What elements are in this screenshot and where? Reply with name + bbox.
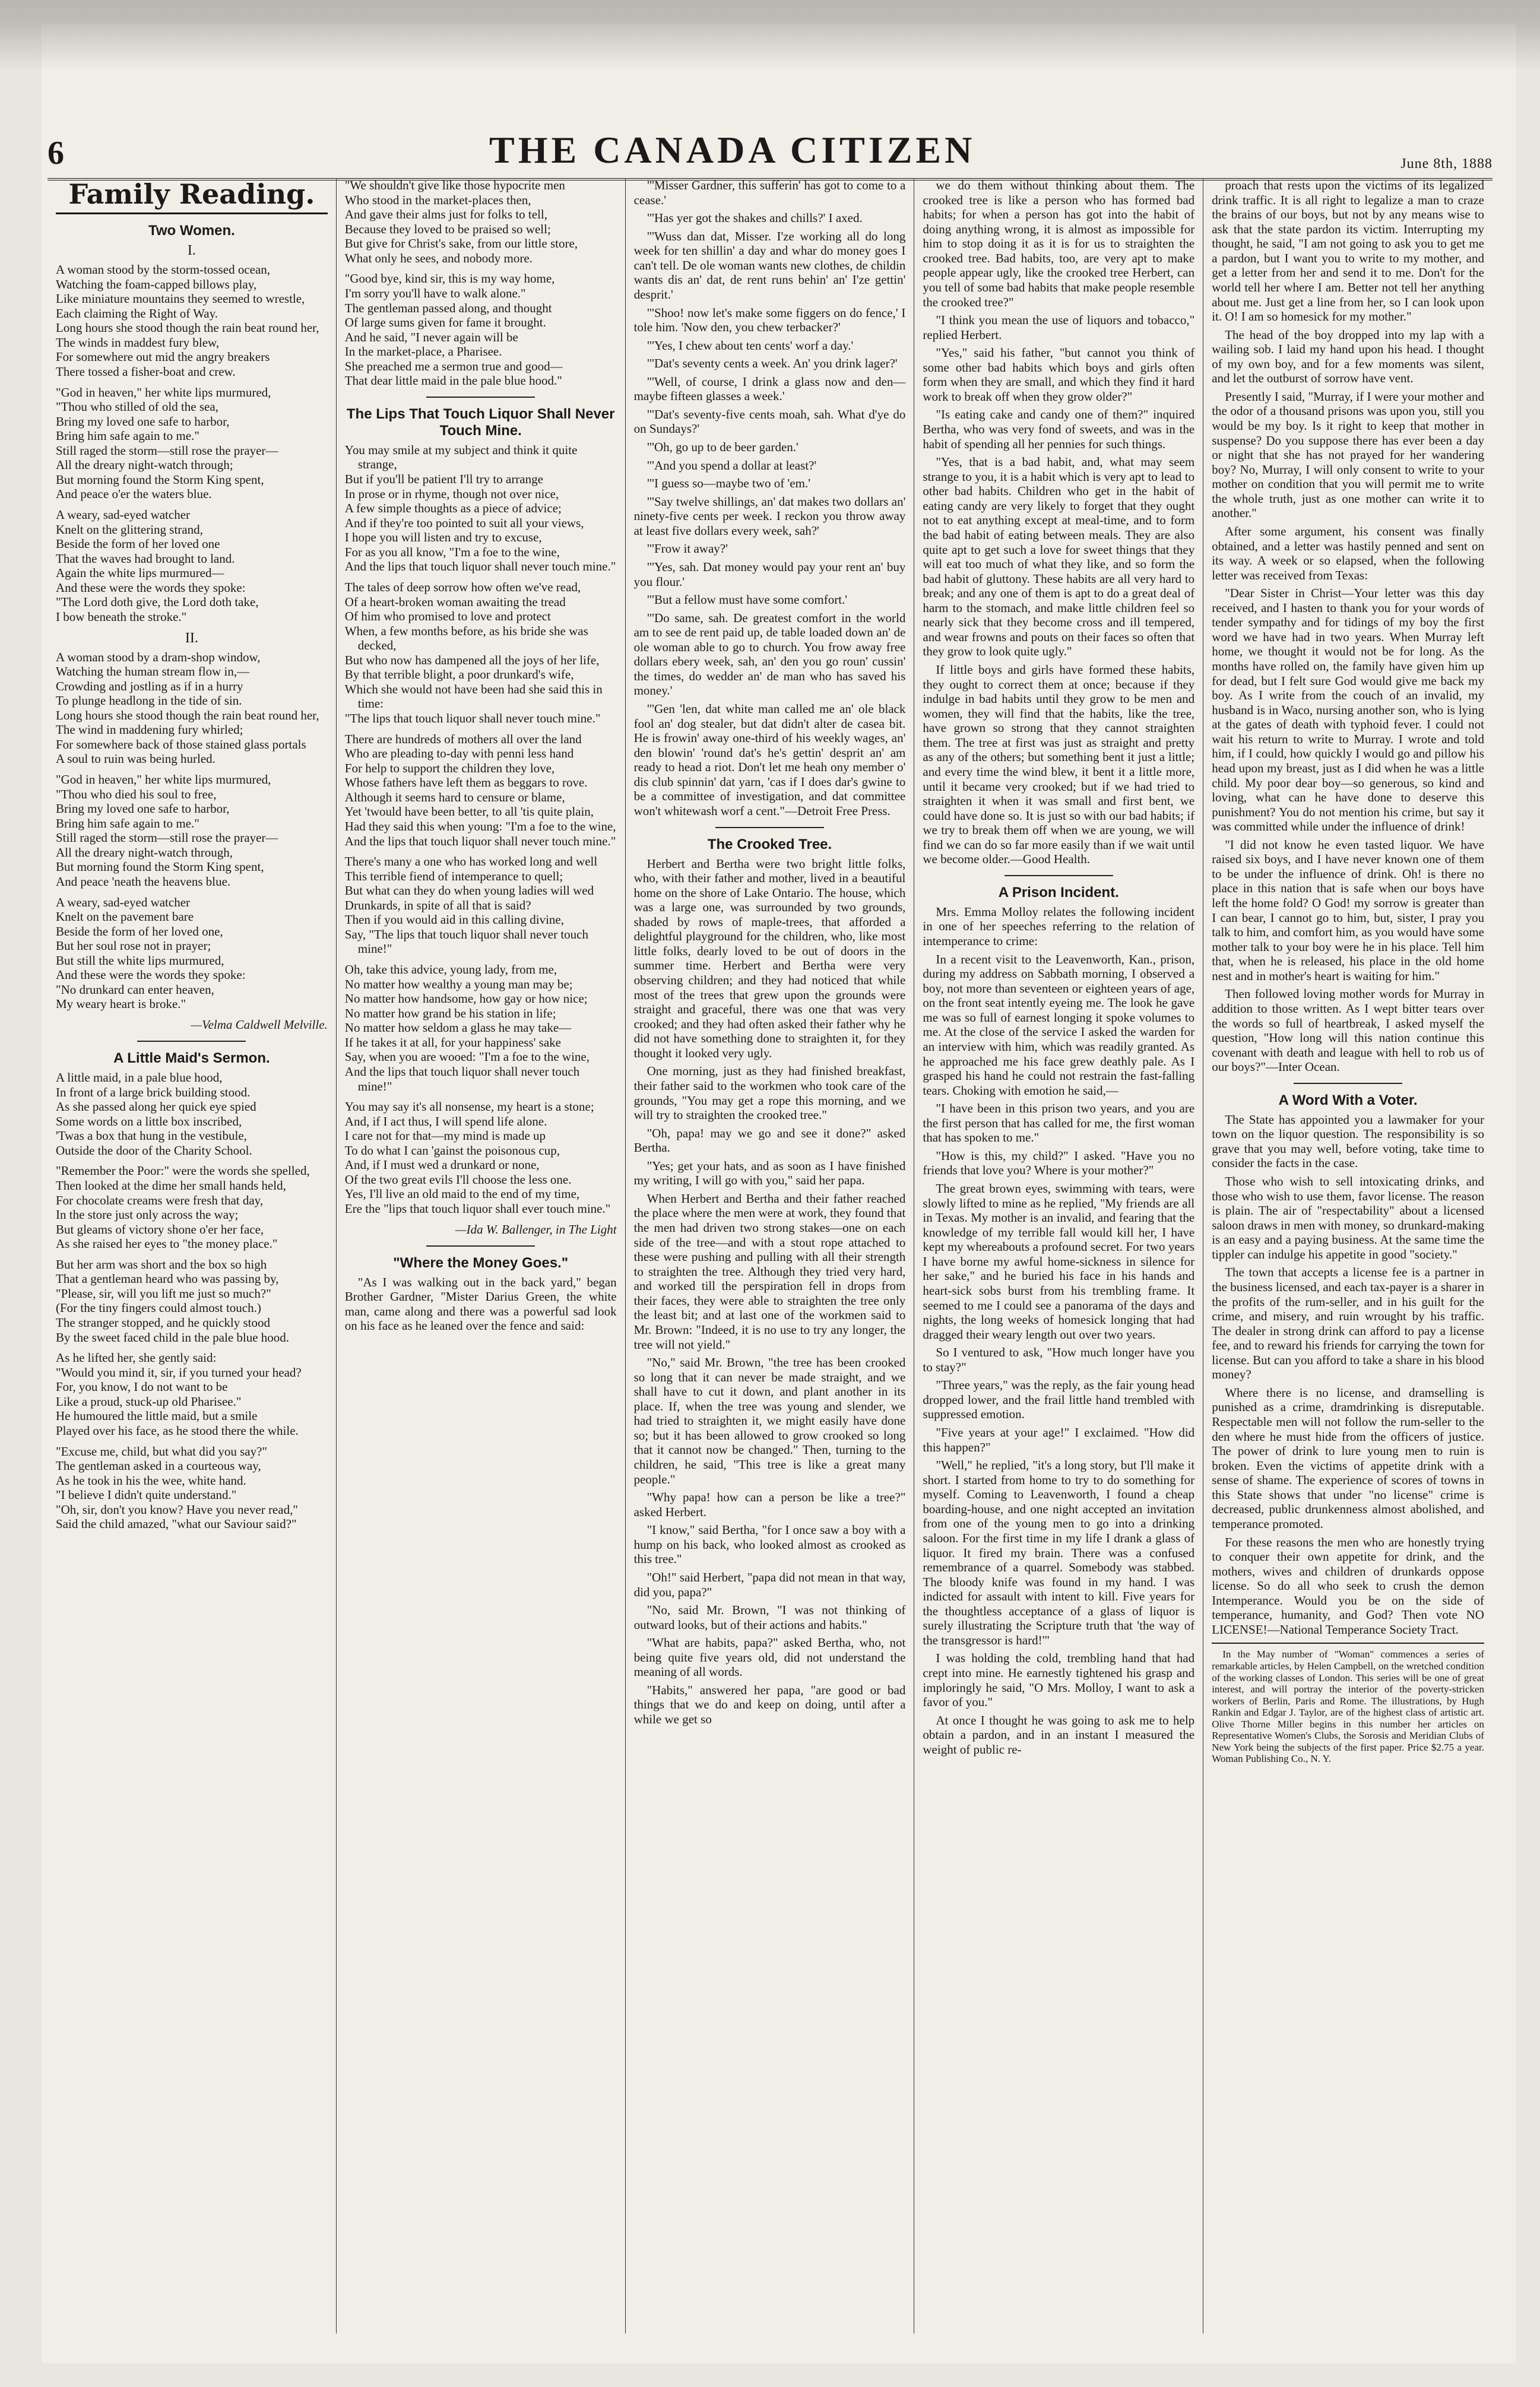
verse-line: What only he sees, and nobody more. — [344, 251, 533, 265]
verse-line: "Thou who died his soul to free, — [56, 787, 217, 801]
paragraph: Those who wish to sell intoxicating drinks, and those who wish to use them, favor license. The reason is plain. The air of "respectability" about a licensed saloon draws in men with money, so drunkard-making is an easy and a paying business. At the same time the tippler can indulge his appetite in good "society." — [1212, 1174, 1484, 1261]
verse-line: Yes, I'll live an old maid to the end of my time, — [344, 1187, 580, 1202]
paragraph: "'Dat's seventy cents a week. An' you drink lager?' — [647, 356, 898, 371]
stanza — [56, 1257, 328, 1345]
paragraph: The State has appointed you a lawmaker for your town on the liquor question. The responsibility is so grave that you may well, before voting, take time to consider the facts in the case. — [1212, 1112, 1484, 1171]
verse-line: And the lips that touch liquor shall never touch mine." — [344, 833, 616, 848]
verse-line: Beside the form of her loved one, — [56, 924, 223, 939]
verse-line: But her soul rose not in prayer; — [56, 939, 211, 953]
verse-line: For, you know, I do not want to be — [56, 1380, 228, 1394]
verse-line: Each claiming the Right of Way. — [56, 306, 218, 321]
verse-line: "Please, sir, will you lift me just so much?" — [56, 1286, 271, 1301]
publisher-notice: In the May number of "Woman" commences a series of remarkable articles, by Helen Campbell, on the wretched condition of the working classes of London. This series will be one of great interest, and will portray the interior of the poverty-stricken workers of Berlin, Paris and Rome. The illustrations, by Hugh Rankin and Edgar J. Taylor, are of the highest class of artistic art. Olive Thorne Miller begins in this number her articles on Representative Women's Clubs, the Sorosis and Meridian Clubs of New York being the subjects of the first paper. Price $2.75 a year. Woman Publishing Co., N. Y. — [1212, 1643, 1484, 1764]
stanza — [56, 650, 328, 767]
verse-line: Long hours she stood though the rain beat round her, — [56, 708, 319, 722]
paragraph: After some argument, his consent was finally obtained, and a letter was hastily penned and sent on its way. A week or so elapsed, when the following letter was received from Texas: — [1212, 524, 1484, 582]
paragraph: proach that rests upon the victims of its legalized drink traffic. It is all right to legalize a man to craze the brains of our boys, but not by any means wise to ask that the state pardon its victim. Interrupting my thought, he said, "I am not going to ask you to get me a pardon, but I want you to write to my mother, and get a letter from her and send it to me. Don't for the world tell her where I am. Better not tell her anything about me. Just get a line from her, so I can look upon it. O! I am so homesick for my mother." — [1212, 178, 1484, 324]
paragraph: "'Misser Gardner, this sufferin' has got to come to a cease.' — [633, 178, 906, 207]
paragraph: "'Say twelve shillings, an' dat makes two dollars an' ninety-five cents per week. I reckon you throw away at least five dollars every week, sah?' — [633, 494, 906, 538]
divider — [1005, 875, 1113, 876]
paragraph: "Well," he replied, "it's a long story, but I'll make it short. I started from home to try to do something for myself. Coming to Leavenworth, I found a cheap boarding-house, and one night accepted an invitation from one of the young men to go into a drinking saloon. For the first time in my life I drank a glass of liquor. It fired my brain. There was a confused remembrance of a quarrel. Somebody was stabbed. The bloody knife was found in my hand. I was indicted for assault with intent to kill. Five years for the thoughtless acceptance of a glass of liquor is surely illustrating the Scripture truth that 'the way of the transgressor is hard!'" — [923, 1458, 1195, 1647]
poem-part-two: II. — [185, 630, 198, 646]
verse-line: "Excuse me, child, but what did you say?" — [56, 1444, 267, 1459]
verse-line: Although it seems hard to censure or blame, — [344, 790, 565, 804]
verse-line: Still raged the storm—still rose the prayer— — [56, 830, 278, 845]
paragraph: "No," said Mr. Brown, "the tree has been crooked so long that it can never be made straight, and we shall have to cut it down, and plant another in its place. If, when the tree was young and slender, we had tried to straighten it, we might easily have done so; but it has been allowed to grow crooked so long that it cannot now be changed." Then, turning to the children, he said, "This tree is like a great many people." — [633, 1355, 906, 1486]
verse-line: For chocolate creams were fresh that day, — [56, 1193, 264, 1207]
verse-line: There are hundreds of mothers all over the land — [344, 731, 582, 746]
verse-line: By that terrible blight, a poor drunkard's wife, — [344, 667, 574, 682]
verse-line: All the dreary night-watch through; — [56, 458, 233, 473]
verse-line: As she passed along her quick eye spied — [56, 1099, 256, 1114]
article-title-lips: The Lips That Touch Liquor Shall Never Touch Mine. — [346, 405, 615, 439]
paragraph: "No, said Mr. Brown, "I was not thinking of outward looks, but of their actions and habits." — [633, 1603, 906, 1632]
page-number: 6 — [47, 135, 64, 172]
stanza — [56, 1444, 328, 1532]
verse-line: The winds in maddest fury blew, — [56, 335, 220, 350]
verse-line: For help to support the children they love, — [344, 760, 555, 775]
verse-line: But what can they do when young ladies will wed — [344, 883, 594, 898]
columns — [47, 178, 1493, 2334]
verse-line: Which she would not have been had she said this in time: — [344, 681, 603, 711]
poem-part-one: I. — [187, 243, 196, 258]
verse-line: Whose fathers have left them as beggars to rove. — [344, 775, 588, 790]
verse-line: "Thou who stilled of old the sea, — [56, 400, 218, 414]
paragraph: "Three years," was the reply, as the fair young head dropped lower, and the frail little hand trembled with suppressed emotion. — [923, 1378, 1195, 1422]
column-2 — [337, 178, 626, 2334]
verse-line: All the dreary night-watch through, — [56, 845, 233, 860]
paragraph: "'Yes, I chew about ten cents' worf a day.' — [647, 338, 854, 353]
verse-line: I'm sorry you'll have to walk alone." — [344, 286, 526, 300]
stanza — [345, 443, 617, 574]
column-fade — [1203, 2298, 1493, 2334]
verse-line: Ere the "lips that touch liquor shall ever touch mine." — [344, 1202, 611, 1216]
paragraph: At once I thought he was going to ask me to help obtain a pardon, and in an instant I measured the weight of public re- — [923, 1713, 1195, 1757]
verse-line: Watching the human stream flow in,— — [56, 664, 250, 679]
paragraph: I was holding the cold, trembling hand that had crept into mine. He earnestly tightened his grasp and imploringly he said, "O Mrs. Molloy, I want to ask a favor of you." — [923, 1651, 1195, 1710]
verse-line: This terrible fiend of intemperance to quell; — [344, 868, 563, 883]
paragraph: "'Dat's seventy-five cents moah, sah. What d'ye do on Sundays?' — [633, 407, 906, 436]
article-title-money: "Where the Money Goes." — [393, 1254, 569, 1271]
verse-line: And, if I act thus, I will spend life alone. — [344, 1114, 547, 1128]
verse-line: Oh, take this advice, young lady, from me, — [344, 962, 557, 977]
divider — [426, 1245, 535, 1247]
verse-line: Again the white lips murmured— — [56, 566, 224, 581]
verse-line: There's many a one who has worked long and well — [344, 854, 598, 869]
verse-line: A woman stood by a dram-shop window, — [56, 649, 261, 664]
verse-line: Watching the foam-capped billows play, — [56, 277, 257, 291]
paragraph: Then followed loving mother words for Murray in addition to those written. As I wept bitter tears over the words so full of heartbreak, I asked myself the question, "How long will this nation continue this covenant with death and league with hell to rob us of our boys?"—Inter Ocean. — [1212, 987, 1484, 1074]
verse-line: Beside the form of her loved one — [56, 537, 220, 551]
column-fade — [914, 2298, 1203, 2334]
verse-line: He humoured the little maid, but a smile — [56, 1409, 258, 1424]
verse-line: And these were the words they spoke: — [56, 580, 246, 595]
article-body-prison — [923, 905, 1194, 1757]
paragraph: When Herbert and Bertha and their father reached the place where the men were at work, they found that the men had driven two strong stakes—one on each side of the tree—and with a stout rope attached to these were pushing and pulling with all their strength to straighten the tree. Although they tried very hard, and worked till the perspiration fell in drops from their faces, they were able to straighten the tree only the least bit; and at last one of the workmen said to Mr. Brown: "Indeed, it is no use to try any longer, the tree will not yield." — [633, 1191, 906, 1352]
stanza — [56, 1351, 328, 1438]
verse-line: A weary, sad-eyed watcher — [56, 508, 191, 522]
verse-line: Of a heart-broken woman awaiting the tread — [344, 594, 566, 609]
verse-line: "God in heaven," her white lips murmured, — [56, 772, 271, 787]
paragraph: "'Yes, sah. Dat money would pay your rent an' buy you flour.' — [633, 559, 906, 589]
verse-line: That dear little maid in the pale blue hood." — [344, 373, 562, 388]
verse-line: For somewhere out mid the angry breakers — [56, 350, 270, 364]
divider — [715, 827, 824, 828]
verse-line: "No drunkard can enter heaven, — [56, 982, 214, 997]
verse-line: But give for Christ's sake, from our little store, — [344, 236, 578, 251]
paragraph: "'Has yer got the shakes and chills?' I axed. — [647, 211, 863, 226]
column-3 — [626, 178, 915, 2334]
verse-line: "Would you mind it, sir, if you turned your head? — [56, 1365, 302, 1380]
paragraph: "Yes, that is a bad habit, and, what may seem strange to you, it is a habit which is very apt to lead to other bad habits. Children who get in the habit of eating candy are very likely to forget that they ought not to eat anything except at meal-time, and to form the bad habit of eating between meals. They are also quite apt to get such a love for sweet things that they will eat too much of what they like, and so form the bad habit of gluttony. These habits are all very hard to break; and any one of them is apt to do a great deal of harm to the stomach, and make little children feel so nearly sick that they become cross and ill tempered, and wear frowns and pouts on their faces so often that they grow to look quite ugly." — [923, 455, 1195, 659]
verse-line: "The lips that touch liquor shall never touch mine." — [344, 711, 601, 725]
verse-line: As he lifted her, she gently said: — [56, 1351, 217, 1365]
verse-line: As she raised her eyes to "the money place." — [56, 1237, 278, 1251]
verse-line: In front of a large brick building stood. — [56, 1085, 251, 1099]
verse-line: To plunge headlong in the tide of sin. — [56, 693, 242, 708]
verse-line: Bring him safe again to me." — [56, 816, 199, 830]
stanza — [345, 732, 617, 849]
verse-line: Like a proud, stuck-up old Pharisee." — [56, 1394, 242, 1409]
verse-line: That a gentleman heard who was passing by, — [56, 1272, 279, 1286]
verse-line: No matter how wealthy a young man may be; — [344, 977, 573, 991]
paragraph: Presently I said, "Murray, if I were your mother and the odor of a thousand prisons was upon you, still you would be my boy. Is it right to keep that mother in suspense? Do you suppose there has ever been a day or night that she has not prayed for her wandering boy? No, Murray, I will only consent to write to your mother on condition that you will permit me to write the whole truth, just as one mother can write it to another." — [1212, 389, 1484, 521]
stanza — [345, 580, 617, 726]
verse-line: (For the tiny fingers could almost touch.) — [56, 1301, 261, 1315]
article-title-crooked-tree: The Crooked Tree. — [707, 836, 832, 852]
article-title-sermon: A Little Maid's Sermon. — [113, 1050, 270, 1066]
verse-line: Then if you would aid in this calling divine, — [344, 912, 564, 927]
paragraph: "Habits," answered her papa, "are good or bad things that we do and keep on doing, until after a while we get so — [633, 1682, 906, 1726]
verse-line: Say, when you are wooed: "I'm a foe to the wine, — [344, 1050, 590, 1064]
verse-line: Who stood in the market-places then, — [344, 192, 531, 207]
verse-line: You may say it's all nonsense, my heart is a stone; — [344, 1099, 594, 1114]
verse-line: As he took in his the wee, white hand. — [56, 1473, 246, 1488]
section-heading: Family Reading. — [56, 178, 328, 214]
paragraph: Mrs. Emma Molloy relates the following incident in one of her speeches referring to the relation of intemperance to crime: — [923, 904, 1195, 948]
paragraph: One morning, just as they had finished breakfast, their father said to the workmen who took care of the grounds, "You may get a rope this morning, and we will try to straighten the crooked tree." — [633, 1064, 906, 1123]
verse-line: "Oh, sir, don't you know? Have you never read," — [56, 1502, 298, 1517]
paragraph: "I have been in this prison two years, and you are the first person that has called for me, the first woman that has spoken to me." — [923, 1101, 1195, 1145]
verse-line: "The Lord doth give, the Lord doth take, — [56, 595, 259, 610]
paragraph: "Five years at your age!" I exclaimed. "How did this happen?" — [923, 1425, 1195, 1454]
verse-line: Crowding and jostling as if in a hurry — [56, 679, 243, 693]
stanza — [345, 962, 617, 1093]
newspaper-title: THE CANADA CITIZEN — [489, 129, 976, 171]
verse-line: Some words on a little box inscribed, — [56, 1114, 242, 1128]
paragraph: Where there is no license, and dramselling is punished as a crime, dramdrinking is disreputable. Respectable men will not follow the rum-seller to the den where he must hide from the officers of justice. The power of drink to lure young men to ruin is broken. Even the victims of appetite drink with a sense of shame. The experience of scores of towns in this State shows that under "no license" crime is decreased, public drunkenness almost abolished, and temperance promoted. — [1212, 1385, 1484, 1531]
verse-line: And these were the words they spoke: — [56, 968, 246, 982]
verse-line: Like miniature mountains they seemed to wrestle, — [56, 291, 305, 306]
paragraph: The great brown eyes, swimming with tears, were slowly lifted to mine as he replied, "My friends are all in Texas. My mother is an invalid, and fearing that the knowledge of my terrible fall would kill her, I have kept my whereabouts a profound secret. For two years I have borne my awful home-sickness in silence for her sake," and he buried his face in his hands and heart-sick sobs burst from his trembling frame. It seemed to me I could see a panorama of the days and nights, the long weeks of homesick longing that had dragged their weary length out over two years. — [923, 1181, 1195, 1342]
paragraph: If little boys and girls have formed these habits, they ought to correct them at once; because if they indulge in bad habits until they grow to be men and women, they will find that the habits, like the tree, have grown so strong that they cannot straighten them. The tree at first was just as straight and pretty as any of the others; but something bent it just a little; and every time the wind blew, it bent it a little more, until it became very crooked; but if we had tried to straighten it when it was small and first bent, we could have done so. It is just so with our bad habits; if we try to break them off when we are young, we will find we can do so far more easily than if we wait until we become older.—Good Health. — [923, 662, 1195, 867]
verse-line: Still raged the storm—still rose the prayer— — [56, 443, 278, 458]
paragraph: "I think you mean the use of liquors and tobacco," replied Herbert. — [923, 313, 1195, 342]
verse-line: And, if I must wed a drunkard or none, — [344, 1158, 540, 1172]
verse-line: Outside the door of the Charity School. — [56, 1143, 252, 1158]
paragraph: The head of the boy dropped into my lap with a wailing sob. I laid my hand upon his head. I thought of my own boy, and for a few moments was silent, and let the outburst of sorrow have vent. — [1212, 327, 1484, 386]
verse-line: "We shouldn't give like those hypocrite men — [344, 178, 565, 192]
verse-line: I care not for that—my mind is made up — [344, 1128, 546, 1143]
verse-line: The gentleman passed along, and thought — [344, 300, 552, 315]
verse-line: A little maid, in a pale blue hood, — [56, 1070, 223, 1085]
verse-line: In prose or in rhyme, though not over nice, — [344, 486, 559, 501]
column-5 — [1203, 178, 1493, 2334]
verse-line: A few simple thoughts as a piece of advice; — [344, 501, 562, 516]
paragraph: Herbert and Bertha were two bright little folks, who, with their father and mother, lived in a beautiful home on the shore of Lake Ontario. The house, which was a large one, was surrounded by two grounds, shaded by rows of maple-trees, that afforded a delightful playground for the children, who, like most little folks, dearly loved to be out of doors in the summer time. Herbert and Bertha were very observing children; and they had noticed that while most of the trees that grew upon the grounds were straight and graceful, there was one that was very crooked; and they had often asked their father why he did not have something done to straighten it, for they thought it looked very ugly. — [633, 856, 906, 1060]
verse-line: And the lips that touch liquor shall never touch mine!" — [344, 1064, 580, 1093]
verse-line: But still the white lips murmured, — [56, 953, 224, 968]
paragraph: "'Gen 'len, dat white man called me an' ole black fool an' dog stealer, but dat didn't alter de casea bit. He is frowin' away one-third of his weekly wages, an' den blowin' 'round dat's he's gettin' desprit an' am ready to head a riot. Don't let me heah ony member o' dis club spinnin' dat yarn, 'cas if I does dar's gwine to be a committee of investigation, and dat committee won't whitewash worf a cent."—Detroit Free Press. — [633, 702, 906, 818]
verse-line: Played over his face, as he stood there the while. — [56, 1423, 299, 1438]
paragraph: "'But a fellow must have some comfort.' — [647, 592, 848, 607]
paragraph: "'I guess so—maybe two of 'em.' — [647, 476, 810, 491]
verse-line: But morning found the Storm King spent, — [56, 860, 264, 874]
paragraph: "Why papa! how can a person be like a tree?" asked Herbert. — [633, 1490, 906, 1519]
verse-line: Who are pleading to-day with penni less hand — [344, 746, 574, 761]
paragraph: "'Wuss dan dat, Misser. I'ze working all do long week for ten shillin' a day and whar do money goes I can't tell. De ole woman wants new clothes, de childin wants dis an' dat, de rent runs behin' an' I'ze gettin' desprit.' — [633, 229, 906, 302]
paragraph: "'Do same, sah. De greatest comfort in the world am to see de rent paid up, de table loaded down an' de ole woman able to go to church. You frow away free dollars ebery week, sah, an' den you go roun' cussin' the times, do wedder an' de man who has saved his money.' — [633, 610, 906, 698]
column-fade — [626, 2298, 914, 2334]
verse-line: No matter how handsome, how gay or how nice; — [344, 991, 588, 1006]
stanza — [345, 271, 617, 388]
verse-line: My weary heart is broke." — [56, 997, 186, 1012]
verse-line: There tossed a fisher-boat and crew. — [56, 364, 236, 379]
divider — [426, 397, 535, 398]
paragraph: "'Shoo! now let's make some figgers on do fence,' I tole him. 'Now den, you chew terbacker?' — [633, 305, 906, 335]
verse-line: Of him who promised to love and protect — [344, 609, 551, 624]
paragraph: "Is eating cake and candy one of them?" inquired Bertha, who was very fond of sweets, and was in the habit of spending all her pennies for such things. — [923, 407, 1195, 451]
verse-line: Bring my loved one safe to harbor, — [56, 801, 230, 816]
verse-line: But her arm was short and the box so high — [56, 1257, 267, 1272]
stanza — [56, 508, 328, 625]
verse-line: Long hours she stood though the rain beat round her, — [56, 321, 319, 335]
verse-line: "I believe I didn't quite understand." — [56, 1488, 237, 1502]
verse-line: In the market-place, a Pharisee. — [344, 344, 502, 359]
article-body-prison-cont — [1212, 178, 1484, 1074]
verse-line: By the sweet faced child in the pale blue hood. — [56, 1330, 290, 1345]
verse-line: When, a few months before, as his bride she was decked, — [344, 623, 588, 653]
verse-line: In the store just only across the way; — [56, 1207, 239, 1222]
paragraph: "How is this, my child?" I asked. "Have you no friends that love you? Where is your mother?" — [923, 1148, 1195, 1178]
verse-line: That the waves had brought to land. — [56, 551, 235, 566]
poem-attribution: —Ida W. Ballenger, in The Light — [455, 1222, 617, 1237]
verse-line: For somewhere back of those stained glass portals — [56, 737, 306, 752]
verse-line: Of the two great evils I'll choose the less one. — [344, 1172, 572, 1187]
stanza — [56, 772, 328, 889]
poem-attribution: —Velma Caldwell Melville. — [191, 1017, 328, 1032]
verse-line: Said the child amazed, "what our Saviour said?" — [56, 1517, 297, 1532]
verse-line: "Remember the Poor:" were the words she spelled, — [56, 1164, 310, 1178]
verse-line: And if they're too pointed to suit all your views, — [344, 515, 584, 530]
article-title-prison: A Prison Incident. — [998, 884, 1119, 901]
article-title-voter: A Word With a Voter. — [1278, 1092, 1418, 1108]
paragraph: "Oh, papa! may we go and see it done?" asked Bertha. — [633, 1126, 906, 1155]
verse-line: And he said, "I never again will be — [344, 329, 518, 344]
verse-line: A weary, sad-eyed watcher — [56, 895, 191, 909]
column-1 — [47, 178, 337, 2334]
paragraph: "I did not know he even tasted liquor. We have raised six boys, and I have never known one of them to be under the influence of drink. Oh! is there no place in this nation that is safe when our boys have left the home fold? O God! my sorrow is greater than I can bear, I cannot go to him, but, sister, I pray you talk to him, and comfort him, as you would have some mother talk to your boy were he in his place. Tell him that, when he is released, his place in the old home nest and in mother's heart is waiting for him." — [1212, 837, 1484, 983]
verse-line: The stranger stopped, and he quickly stood — [56, 1315, 270, 1330]
verse-line: 'Twas a box that hung in the vestibule, — [56, 1128, 247, 1143]
verse-line: And peace o'er the waters blue. — [56, 487, 212, 502]
verse-line: Then looked at the dime her small hands held, — [56, 1178, 286, 1193]
verse-line: She preached me a sermon true and good— — [344, 359, 563, 373]
verse-line: And peace 'neath the heavens blue. — [56, 874, 231, 889]
paragraph: "'Well, of course, I drink a glass now and den—maybe fifteen glasses a week.' — [633, 374, 906, 404]
verse-line: Bring him safe again to me." — [56, 429, 199, 443]
article-body-crooked-tree — [634, 857, 906, 1727]
verse-line: But who now has dampened all the joys of her life, — [344, 652, 600, 667]
verse-line: But morning found the Storm King spent, — [56, 472, 264, 487]
stanza — [56, 895, 328, 1012]
article-body-money — [634, 178, 906, 819]
verse-line: Yet 'twould have been better, to all 'tis quite plain, — [344, 804, 594, 819]
verse-line: No matter how grand be his station in life; — [344, 1006, 556, 1020]
stanza — [56, 1070, 328, 1158]
paragraph: "What are habits, papa?" asked Bertha, who, not being quite five years old, did not understand the meaning of all words. — [633, 1635, 906, 1679]
divider — [137, 1041, 246, 1042]
stanza — [56, 385, 328, 502]
stanza — [345, 854, 617, 956]
stanza — [56, 262, 328, 379]
verse-line: Drunkards, in spite of all that is said? — [344, 898, 531, 912]
verse-line: Of large sums given for fame it brought. — [344, 315, 546, 330]
paragraph: "Dear Sister in Christ—Your letter was this day received, and I hasten to thank you for your words of tender sympathy and for tidings of my boy the first word we have had in two years. When Murray left home, we thought it would not be for long. As the months have rolled on, the family have given him up for dead, but I felt sure God would give me back my boy. As I write from the couch of an invalid, my husband is in Waco, nursing another son, who is lying at the gates of death with typhoid fever. I could not wait his return to write to Murray. I wrote and told him, if I could, how quickly I would go and pillow his head upon my breast, just as I did when he was a little child. My poor dear boy—so generous, so kind and loving, what can he have done to deserve this punishment? You do not mention his crime, but say it was committed while under the influence of drink! — [1212, 586, 1484, 834]
paragraph: In a recent visit to the Leavenworth, Kan., prison, during my address on Sabbath morning, I observed a boy, not more than seventeen or eighteen years of age, on the front seat intently eyeing me. The look he gave me was so full of earnest longing it spoke volumes to me. At the close of the service I asked the warden for an interview with him, which was readily granted. As he approached me his face grew deathly pale. As I grasped his hand he could not restrain the fast-falling tears. Choking with emotion he said,— — [923, 952, 1195, 1098]
verse-line: And the lips that touch liquor shall never touch mine." — [344, 559, 616, 574]
paragraph: "Oh!" said Herbert, "papa did not mean in that way, did you, papa?" — [633, 1570, 906, 1599]
paragraph: The town that accepts a license fee is a partner in the business licensed, and each tax-payer is a sharer in the profits of the rum-seller, and in his guilt for the crime, and misery, and ruin wrought by his traffic. The dealer in strong drink can afford to pay a license fee, and to reward his friends for carrying the town for license. But can you afford to take a share in his blood money? — [1212, 1265, 1484, 1382]
verse-line: The wind in maddening fury whirled; — [56, 722, 243, 737]
stanza — [345, 1099, 617, 1216]
divider — [1294, 1083, 1403, 1084]
paragraph: "'And you spend a dollar at least?' — [647, 458, 817, 473]
paragraph: we do them without thinking about them. The crooked tree is like a person who has formed bad habits; for when a person has got into the habit of doing anything wrong, it is almost as impossible for him to stop doing it as it is for us to straighten the crooked tree. Bad habits, too, are very apt to make people appear ugly, like the crooked tree Herbert, can you tell of some bad habits that make people resemble the crooked tree?" — [923, 178, 1195, 309]
paragraph: "'Frow it away?' — [647, 541, 728, 556]
verse-line: The tales of deep sorrow how often we've read, — [344, 579, 581, 594]
verse-line: A woman stood by the storm-tossed ocean, — [56, 262, 271, 277]
verse-line: Bring my loved one safe to harbor, — [56, 414, 230, 429]
verse-line: Because they loved to be praised so well; — [344, 221, 551, 236]
verse-line: "Good bye, kind sir, this is my way home, — [344, 271, 555, 286]
paragraph: "I know," said Bertha, "for I once saw a boy with a hump on his back, who looked almost as crooked as this tree." — [633, 1523, 906, 1567]
verse-line: I bow beneath the stroke." — [56, 609, 187, 624]
column-fade — [337, 2298, 625, 2334]
article-title-two-women: Two Women. — [148, 223, 235, 239]
verse-line: You may smile at my subject and think it quite strange, — [344, 442, 578, 472]
verse-line: And gave their alms just for folks to tell, — [344, 207, 547, 222]
verse-line: Had they said this when young: "I'm a foe to the wine, — [344, 819, 616, 833]
paragraph: So I ventured to ask, "How much longer have you to stay?" — [923, 1345, 1195, 1374]
verse-line: If he takes it at all, for your happiness' sake — [344, 1035, 561, 1050]
verse-line: "God in heaven," her white lips murmured, — [56, 385, 271, 400]
verse-line: To do what I can 'gainst the poisonous cup, — [344, 1143, 560, 1158]
stanza — [56, 1164, 328, 1251]
paragraph: "'Oh, go up to de beer garden.' — [647, 440, 798, 454]
column-4 — [914, 178, 1203, 2334]
issue-date: June 8th, 1888 — [1400, 156, 1493, 172]
verse-line: For as you all know, "I'm a foe to the wine, — [344, 544, 560, 559]
verse-line: No matter how seldom a glass he may take— — [344, 1020, 572, 1035]
paragraph: "As I was walking out in the back yard," began Brother Gardner, "Mister Darius Green, the white man, came along and there was a powerful sad look on his face as he leaned over the fence and said: — [344, 1275, 617, 1333]
verse-line: Knelt on the pavement bare — [56, 909, 194, 924]
paragraph: For these reasons the men who are honestly trying to conquer their own appetite for drink, and the mothers, wives and children of drunkards oppose license. So do all who seek to crush the demon Intemperance. Would you be on the side of temperance, humanity, and God? Then vote NO LICENSE!—National Temperance Society Tract. — [1212, 1535, 1484, 1637]
verse-line: But if you'll be patient I'll try to arrange — [344, 472, 543, 486]
verse-line: Knelt on the glittering strand, — [56, 522, 203, 537]
stanza — [345, 178, 617, 265]
page-edge-shadow — [0, 0, 1540, 71]
article-body-crooked-tree-cont — [923, 178, 1194, 867]
verse-line: The gentleman asked in a courteous way, — [56, 1459, 261, 1473]
verse-line: A soul to ruin was being hurled. — [56, 752, 216, 766]
verse-line: I hope you will listen and try to excuse, — [344, 530, 542, 545]
article-body-voter — [1212, 1112, 1484, 1637]
paragraph: "Yes; get your hats, and as soon as I have finished my writing, I will go with you," said her papa. — [633, 1158, 906, 1188]
paragraph: "Yes," said his father, "but cannot you think of some other bad habits which boys and girls often form when they are small, and which they find it hard work to break off when they grow older?" — [923, 345, 1195, 404]
verse-line: Say, "The lips that touch liquor shall never touch mine!" — [344, 927, 589, 956]
masthead — [47, 119, 1493, 180]
verse-line: But gleams of victory shone o'er her face, — [56, 1222, 264, 1237]
